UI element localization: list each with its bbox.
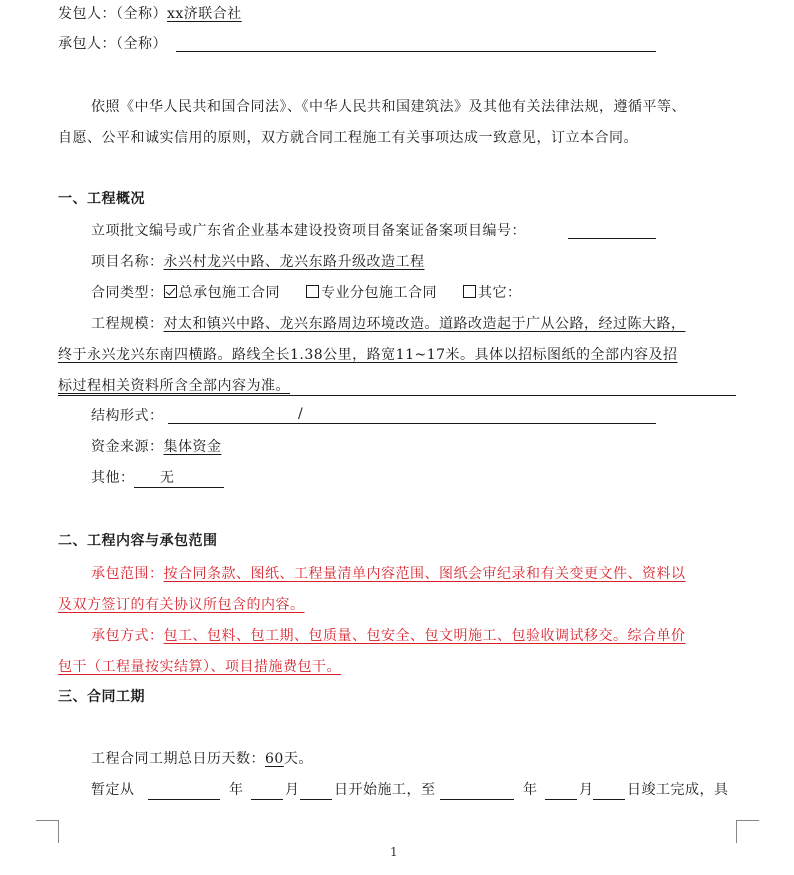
duration-unit: 天。 [283, 751, 313, 767]
other-label: 其他： [91, 470, 135, 486]
employer-line [58, 5, 270, 23]
margin-corner-left [36, 820, 59, 843]
mode-label: 承包方式： [91, 628, 164, 644]
scale-underline [58, 395, 736, 396]
checkbox-icon[interactable] [306, 285, 319, 298]
end-year-blank [440, 799, 514, 800]
contractor-blank [176, 51, 656, 52]
structure-line [91, 407, 164, 425]
scale-text-3: 标过程相关资料所含全部内容为准。 [58, 378, 290, 394]
approval-label: 立项批文编号或广东省企业基本建设投资项目备案证备案项目编号： [91, 223, 526, 239]
start-month-blank [251, 799, 283, 800]
start-day-blank [300, 799, 332, 800]
scale-label: 工程规模： [91, 316, 164, 332]
structure-label: 结构形式： [91, 408, 164, 424]
scale-line-3 [58, 377, 308, 395]
structure-blank [168, 423, 656, 424]
end-day-blank [593, 799, 625, 800]
project-name-label: 项目名称： [91, 254, 164, 270]
fund-label: 资金来源： [91, 439, 164, 455]
end-suffix: 日竣工完成，具 [627, 782, 729, 798]
approval-blank [568, 238, 656, 239]
contractor-label: 承包人：（全称） [58, 36, 167, 52]
other-value: 无 [160, 470, 175, 486]
type-option-special: 专业分包施工合同 [321, 285, 437, 301]
scope-line-1 [91, 565, 686, 583]
intro-line-1: 依照《中华人民共和国合同法》、《中华人民共和国建筑法》及其他有关法律法规，遵循平等、 [91, 99, 686, 115]
scope-text-1: 按合同条款、图纸、工程量清单内容范围、图纸会审纪录和有关变更文件、资料以 [163, 566, 686, 582]
start-prefix: 暂定从 [91, 782, 135, 798]
duration-line [91, 750, 313, 768]
start-suffix: 日开始施工，至 [334, 782, 436, 798]
checkbox-icon[interactable] [463, 285, 476, 298]
scope-label: 承包范围： [91, 566, 164, 582]
scale-text-2: 终于永兴龙兴东南四横路。路线全长1.38公里，路宽11~17米。具体以招标图纸的全部内容及招 [58, 347, 678, 363]
duration-label: 工程合同工期总日历天数： [91, 751, 265, 767]
project-name-line [91, 253, 425, 271]
project-name-value: 永兴村龙兴中路、龙兴东路升级改造工程 [163, 254, 425, 270]
mode-text-1: 包工、包料、包工期、包质量、包安全、包文明施工、包验收调试移交。综合单价 [163, 628, 686, 644]
section3-title: 三、合同工期 [58, 689, 145, 705]
page-number: 1 [390, 845, 398, 859]
margin-corner-right [736, 820, 759, 843]
end-month-blank [545, 799, 577, 800]
contractor-line [58, 35, 167, 53]
contract-type-label: 合同类型： [91, 285, 164, 301]
type-option-other: 其它： [478, 285, 522, 301]
employer-label: 发包人：（全称） [58, 6, 167, 22]
section2-title: 二、工程内容与承包范围 [58, 533, 218, 549]
start-year-blank [148, 799, 220, 800]
intro-line-2: 自愿、公平和诚实信用的原则，双方就合同工程施工有关事项达成一致意见，订立本合同。 [58, 130, 638, 146]
scope-text-2: 及双方签订的有关协议所包含的内容。 [58, 597, 305, 613]
start-year-label: 年 [229, 782, 244, 798]
start-month-label: 月 [285, 782, 300, 798]
fund-line [91, 438, 222, 456]
scale-text-1: 对太和镇兴中路、龙兴东路周边环境改造。道路改造起于广从公路，经过陈大路， [163, 316, 686, 332]
end-year-label: 年 [523, 782, 538, 798]
contract-type-line [91, 284, 522, 302]
type-option-general: 总承包施工合同 [178, 285, 280, 301]
section1-title: 一、工程概况 [58, 191, 145, 207]
scale-line-1 [91, 315, 686, 333]
other-blank [134, 487, 224, 488]
other-line [91, 469, 135, 487]
structure-value: / [298, 406, 304, 422]
mode-text-2: 包干（工程量按实结算）、项目措施费包干。 [58, 659, 341, 675]
employer-value: xx济联合社 [167, 6, 242, 22]
duration-value: 60 [265, 751, 284, 767]
mode-line-2 [58, 658, 341, 676]
fund-value: 集体资金 [163, 439, 222, 455]
checkbox-checked-icon[interactable] [164, 285, 177, 298]
mode-line-1 [91, 627, 686, 645]
end-month-label: 月 [579, 782, 594, 798]
scope-line-2 [58, 596, 305, 614]
scale-line-2 [58, 346, 678, 364]
